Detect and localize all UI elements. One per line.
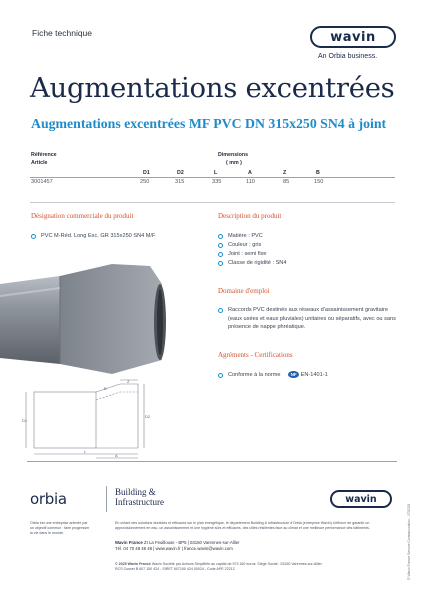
bullet-icon	[31, 234, 36, 239]
cell-d1: 250	[140, 179, 150, 185]
description-item: Joint : semi fixe	[218, 250, 267, 259]
tagline: An Orbia business.	[318, 53, 378, 60]
designation-heading: Désignation commerciale du produit	[31, 212, 134, 220]
agrements-item: Conforme à la norme NF EN-1401-1	[218, 371, 328, 380]
wavin-logo	[310, 26, 396, 48]
domaine-item: Raccords PVC destinés aux réseaux d'assainissement gravitaire (eaux usées et eaux pluviales) unitaires ou séparatifs, avec ou sans présence de nappe phréatique.	[218, 306, 396, 332]
col-d1: D1	[143, 170, 150, 176]
bullet-icon	[218, 243, 223, 248]
bullet-icon	[218, 373, 223, 378]
label-z: Z	[127, 379, 130, 384]
cell-a: 110	[246, 179, 255, 185]
orbia-mission: Orbia est une entreprise animée par un objectif commun : faire progresser la vie dans le monde.	[30, 521, 90, 535]
footer-divider	[27, 461, 397, 462]
col-a: A	[248, 170, 252, 176]
bullet-icon	[218, 234, 223, 239]
bullet-icon	[218, 252, 223, 257]
footer-separator	[106, 486, 107, 512]
footer-legal: © 2025 Wavin France Wavin Société par Actions Simplifiée au capital de 973 160 euros. Siège Social : 03150 Varennes-sur-Allier RCS Cusset B 607 150 424 - SIRET 607150 424 00024 - Code APE 2221Z	[115, 562, 322, 571]
label-d1: D1	[22, 418, 28, 423]
cell-article: 3001457	[31, 179, 53, 185]
product-photo	[0, 254, 200, 376]
description-heading: Description du produit	[218, 212, 282, 220]
col-z: Z	[283, 170, 287, 176]
table-divider	[30, 177, 395, 178]
footer-contact: Wavin France ZI La Feuillouse - BP5 | 03150 Varennes-sur-Allier Tél. 04 70 48 48 48 | www.wavin.fr | france.wavin@wavin.com	[115, 540, 240, 551]
logo-text: wavin	[330, 29, 376, 45]
doc-type-label: Fiche technique	[32, 28, 93, 38]
label-d2: D2	[145, 414, 150, 419]
col-l: L	[214, 170, 218, 176]
description-item: Matière : PVC	[218, 232, 263, 241]
description-item: Couleur : gris	[218, 241, 261, 250]
cell-z: 85	[283, 179, 290, 185]
label-b: B	[104, 386, 107, 391]
footer-description: En créant des solutions durables et efficaces sur le plan énergétique, le département Building & Infrastructure d'Orbia (entreprise Wavin) s'efforce de garantir un approvisionnement en eau, un assainissement et une hygiène sûrs et efficaces, des villes résilientes face au climat et une meilleure performance des bâtiments.	[115, 521, 370, 530]
vertical-credit: © Wavin France Service Communication - 07/2025	[407, 503, 411, 580]
col-d2: D2	[177, 170, 184, 176]
building-infrastructure-label: Building & Infrastructure	[115, 487, 164, 507]
cell-d2: 315	[175, 179, 185, 185]
nf-badge: NF	[288, 371, 299, 378]
dimensions-label: Dimensions	[218, 152, 249, 158]
footer-wavin-logo: wavin	[330, 490, 392, 508]
label-l: L	[84, 449, 87, 454]
designation-item: PVC M-Réd. Long Exc. GR 315x250 SN4 M/F	[31, 232, 155, 241]
orbia-logo: orbia	[30, 490, 67, 508]
cell-l: 335	[212, 179, 222, 185]
unit-label: ( mm )	[226, 160, 242, 166]
label-a: A	[115, 453, 118, 458]
section-divider	[30, 202, 395, 203]
bullet-icon	[218, 261, 223, 266]
article-label: Article	[31, 160, 48, 166]
agrements-heading: Agréments - Certifications	[218, 351, 293, 359]
domaine-heading: Domaine d'emploi	[218, 287, 270, 295]
col-b: B	[316, 170, 320, 176]
description-item: Classe de rigidité : SN4	[218, 259, 286, 268]
page-subtitle: Augmentations excentrées MF PVC DN 315x250 SN4 à joint	[31, 116, 387, 131]
cell-b: 150	[314, 179, 324, 185]
page-title: Augmentations excentrées	[30, 72, 395, 104]
technical-drawing	[20, 378, 150, 460]
ref-label: Référence	[31, 152, 57, 158]
bullet-icon	[218, 308, 223, 313]
